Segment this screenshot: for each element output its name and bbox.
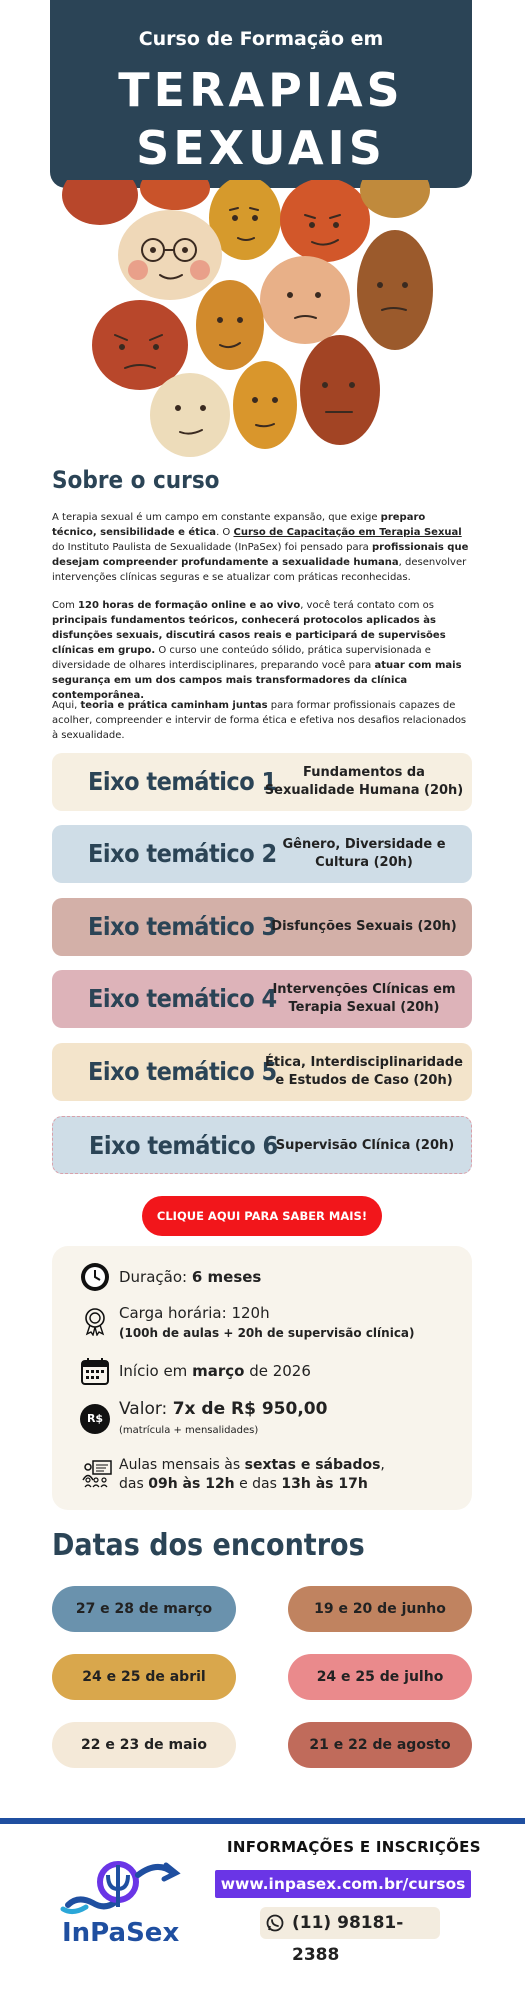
learn-more-button[interactable]: CLIQUE AQUI PARA SABER MAIS! — [142, 1196, 382, 1236]
start-suffix: de 2026 — [244, 1362, 311, 1380]
eixo-description: Supervisão Clínica (20h) — [275, 1138, 455, 1153]
eixo-label: Eixo temático 2 — [88, 839, 277, 868]
classes-morning-hours: 09h às 12h — [148, 1476, 235, 1492]
classes-days: sextas e sábados — [244, 1457, 381, 1473]
header-banner — [50, 0, 472, 188]
classes-afternoon-hours: 13h às 17h — [281, 1476, 368, 1492]
header-title-line2: SEXUAIS — [136, 121, 386, 175]
eixo-label: Eixo temático 4 — [88, 984, 277, 1013]
workload-text — [119, 1304, 415, 1343]
course-info-box — [52, 1246, 472, 1510]
classes-prefix: Aulas mensais às — [119, 1457, 245, 1473]
date-pill-1: 27 e 28 de março — [52, 1586, 236, 1632]
price-value: 7x de R$ 950,00 — [172, 1399, 328, 1419]
price-label: Valor: — [119, 1399, 173, 1419]
eixo-description: Disfunções Sexuais (20h) — [271, 919, 457, 934]
eixo-label: Eixo temático 1 — [88, 767, 277, 796]
eixo-card-2 — [52, 825, 472, 883]
certificate-badge-icon — [80, 1306, 110, 1336]
classes-hours-prefix: das — [119, 1476, 149, 1492]
phone-number: (11) 98181-2388 — [292, 1913, 404, 1965]
eixo-description: Ética, Interdisciplinaridade e Estudos de Caso (20h) — [264, 1055, 463, 1088]
eixo-card-5 — [52, 1043, 472, 1101]
eixo-description: Gênero, Diversidade e Cultura (20h) — [282, 837, 446, 870]
classes-text — [119, 1456, 385, 1494]
eixo-description: Fundamentos da Sexualidade Humana (20h) — [264, 765, 464, 798]
eixo-label: Eixo temático 3 — [88, 912, 277, 941]
eixo-card-1 — [52, 753, 472, 811]
eixo-card-3 — [52, 898, 472, 956]
footer-divider — [0, 1818, 525, 1824]
date-pill-2: 19 e 20 de junho — [288, 1586, 472, 1632]
eixo-label: Eixo temático 6 — [89, 1131, 278, 1160]
start-text — [119, 1362, 311, 1381]
price-text — [119, 1400, 327, 1440]
header-subtitle: Curso de Formação em — [138, 28, 384, 50]
date-pill-4: 24 e 25 de julho — [288, 1654, 472, 1700]
start-row — [80, 1356, 462, 1386]
price-row — [80, 1400, 462, 1440]
calendar-icon — [80, 1356, 110, 1386]
classes-comma: , — [380, 1457, 385, 1473]
duration-row — [80, 1262, 462, 1292]
faces-artwork — [60, 180, 460, 460]
price-detail: (matrícula + mensalidades) — [119, 1425, 259, 1436]
footer-title: INFORMAÇÕES E INSCRIÇÕES — [227, 1838, 481, 1856]
dates-title: Datas dos encontros — [52, 1528, 365, 1563]
workload-detail: (100h de aulas + 20h de supervisão clínica) — [119, 1326, 415, 1340]
duration-label: Duração: — [119, 1268, 192, 1286]
start-prefix: Início em — [119, 1362, 193, 1380]
about-paragraph-3: Aqui, teoria e prática caminham juntas para formar profissionais capazes de acolher, compreender e intervir de forma ética e efetiva nos desafios relacionados à sexualidade. — [52, 700, 467, 741]
eixo-label: Eixo temático 5 — [88, 1057, 277, 1086]
about-title: Sobre o curso — [52, 466, 220, 494]
currency-icon: R$ — [80, 1404, 110, 1434]
classroom-icon — [80, 1458, 114, 1488]
whatsapp-icon — [266, 1914, 284, 1932]
faces-illustration — [60, 180, 460, 460]
brand-name: InPaSex — [62, 1918, 180, 1948]
eixo-card-6 — [52, 1116, 472, 1174]
header-title-line1: TERAPIAS — [118, 63, 404, 117]
eixo-card-4 — [52, 970, 472, 1028]
eixo-description: Intervenções Clínicas em Terapia Sexual (20h) — [272, 982, 456, 1015]
about-paragraph-1: A terapia sexual é um campo em constante expansão, que exige preparo técnico, sensibilidade e ética. O Curso de Capacitação em Terapia Sexual do Instituto Paulista de Sexualidade (InPaSex) foi pensado para profissionais que desejam compreender profundamente a sexualidade humana, desenvolver intervenções clínicas seguras e se atualizar com práticas reconhecidas. — [52, 512, 469, 583]
date-pill-6: 21 e 22 de agosto — [288, 1722, 472, 1768]
workload-label: Carga horária: 120h — [119, 1304, 270, 1322]
about-paragraph-2: Com 120 horas de formação online e ao vivo, você terá contato com os principais fundamentos teóricos, conhecerá protocolos aplicados às disfunções sexuais, discutirá casos reais e participará de supervisões clínicas em grupo. O curso une conteúdo sólido, prática supervisionada e diversidade de olhares interdisciplinares, preparando você para atuar com mais segurança em um dos campos mais transformadores da clínica contemporânea. — [52, 600, 462, 701]
duration-value: 6 meses — [191, 1268, 262, 1286]
date-pill-5: 22 e 23 de maio — [52, 1722, 236, 1768]
classes-hours-middle: e das — [234, 1476, 282, 1492]
date-pill-3: 24 e 25 de abril — [52, 1654, 236, 1700]
start-month: março — [192, 1362, 245, 1380]
website-link[interactable]: www.inpasex.com.br/cursos — [215, 1870, 471, 1898]
classes-row — [80, 1454, 462, 1494]
duration-text — [119, 1268, 261, 1287]
clock-icon — [80, 1262, 110, 1292]
workload-row — [80, 1302, 462, 1342]
whatsapp-contact[interactable] — [260, 1907, 440, 1965]
